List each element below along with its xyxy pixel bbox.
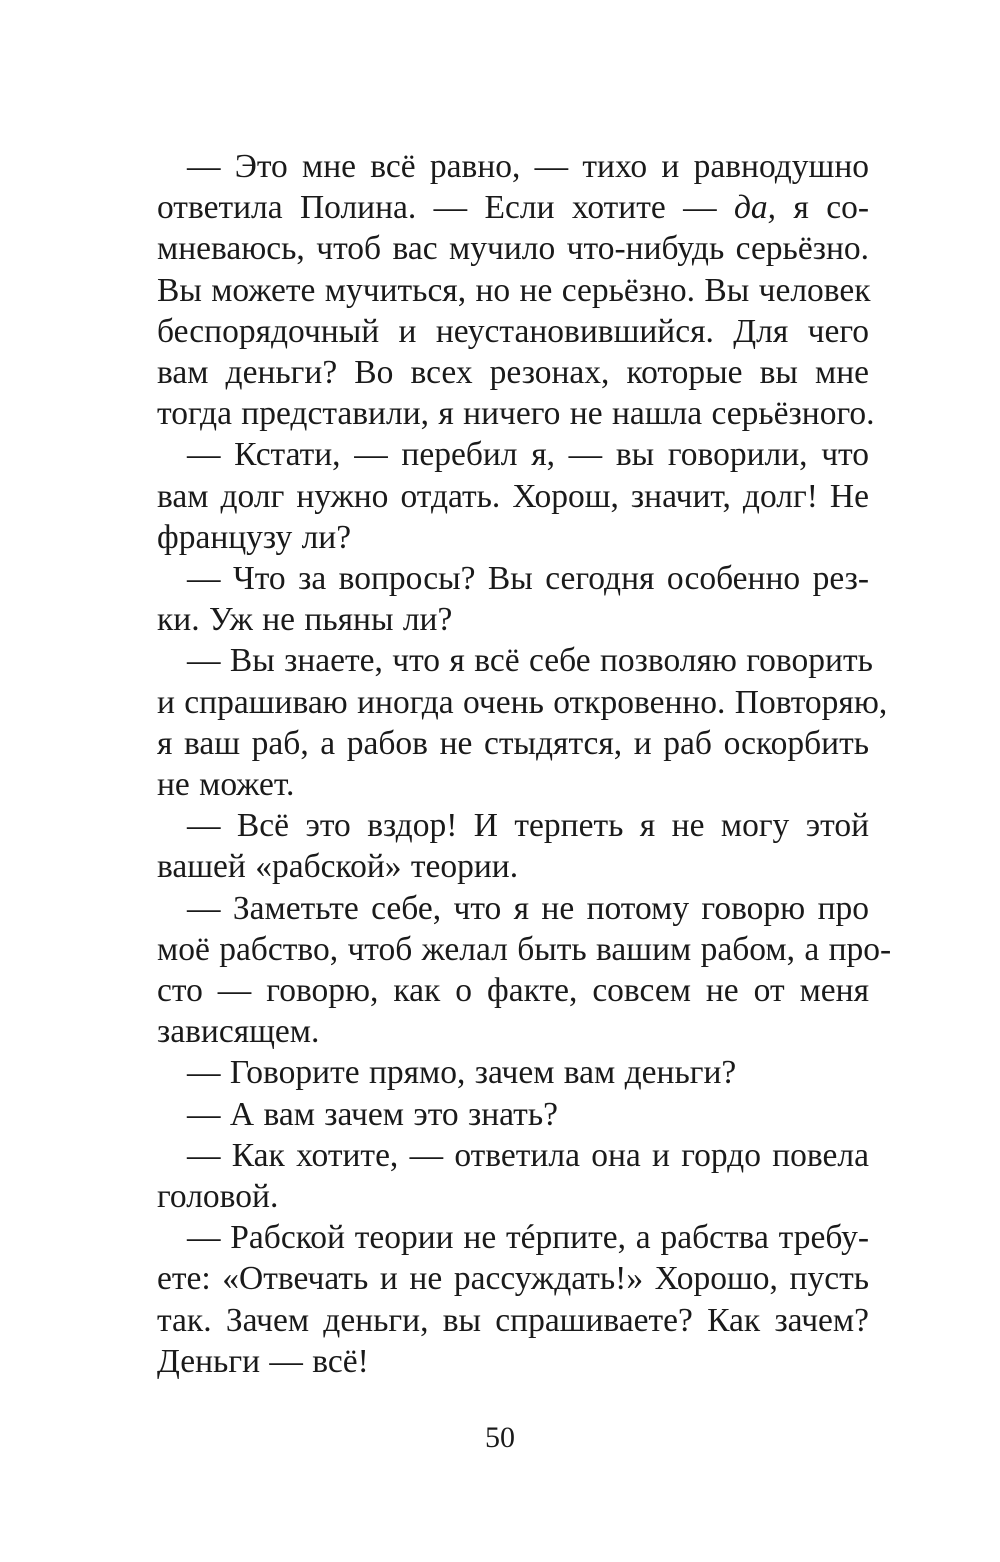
text-line	[157, 187, 869, 228]
paragraph-5	[157, 805, 869, 887]
paragraph-6	[157, 888, 892, 1053]
text-line: — Заметьте себе, что я не потому говорю про	[187, 889, 869, 927]
page-number: 50	[485, 1421, 515, 1454]
text-line: ете: «Отвечать и не рассуждать!» Хорошо, пусть	[157, 1260, 869, 1298]
text-line: Деньги — всё!	[157, 1342, 369, 1380]
text-line-part: ответила Полина. — Если хотите —	[157, 189, 734, 227]
text-line: тогда представили, я ничего не нашла серьёзного.	[157, 395, 875, 433]
text-line: ки. Уж не пьяны ли?	[157, 601, 453, 639]
paragraph-10	[157, 1217, 869, 1382]
text-line: — Кстати, — перебил я, — вы говорили, что	[187, 436, 869, 474]
paragraph-3	[157, 558, 869, 640]
text-line: — А вам зачем это знать?	[187, 1095, 558, 1133]
italic-word: да,	[733, 189, 777, 227]
text-line: Вы можете мучиться, но не серьёзно. Вы человек	[157, 271, 871, 309]
paragraph-9	[157, 1135, 869, 1217]
text-line: — Говорите прямо, зачем вам деньги?	[187, 1054, 737, 1092]
text-line: беспорядочный и неустановившийся. Для чего	[157, 312, 869, 350]
text-line: не может.	[157, 766, 295, 804]
text-line: французу ли?	[157, 518, 352, 556]
text-line: так. Зачем деньги, вы спрашиваете? Как зачем?	[157, 1301, 869, 1339]
text-line: сто — говорю, как о факте, совсем не от меня	[157, 972, 869, 1010]
text-line: — Как хотите, — ответила она и гордо повела	[187, 1136, 869, 1174]
text-line: вам деньги? Во всех резонах, которые вы мне	[157, 354, 869, 392]
text-line: — Вы знаете, что я всё себе позволяю говорить	[187, 642, 873, 680]
paragraph-1	[157, 146, 875, 434]
page-body	[157, 146, 892, 1382]
paragraph-2	[157, 434, 869, 558]
text-line: вам долг нужно отдать. Хорош, значит, долг! Не	[157, 477, 869, 515]
text-line: — Рабской теории не тéрпите, а рабства требу-	[187, 1219, 869, 1257]
text-line: и спрашиваю иногда очень откровенно. Повторяю,	[157, 683, 888, 721]
text-line: — Что за вопросы? Вы сегодня особенно рез-	[187, 560, 869, 598]
paragraph-7	[157, 1052, 869, 1093]
text-line: вашей «рабской» теории.	[157, 848, 519, 886]
text-line: моё рабство, чтоб желал быть вашим рабом, а про-	[157, 930, 892, 968]
text-line: я ваш раб, а рабов не стыдятся, и раб оскорбить	[157, 724, 869, 762]
text-line-part: я со-	[776, 189, 869, 227]
text-line: головой.	[157, 1178, 279, 1216]
text-line: зависящем.	[157, 1013, 320, 1051]
paragraph-4	[157, 640, 888, 805]
text-line: — Всё это вздор! И терпеть я не могу этой	[187, 807, 869, 845]
text-line: мневаюсь, чтоб вас мучило что-нибудь серьёзно.	[157, 230, 869, 268]
paragraph-8	[157, 1094, 869, 1135]
text-line: — Это мне всё равно, — тихо и равнодушно	[187, 148, 869, 185]
